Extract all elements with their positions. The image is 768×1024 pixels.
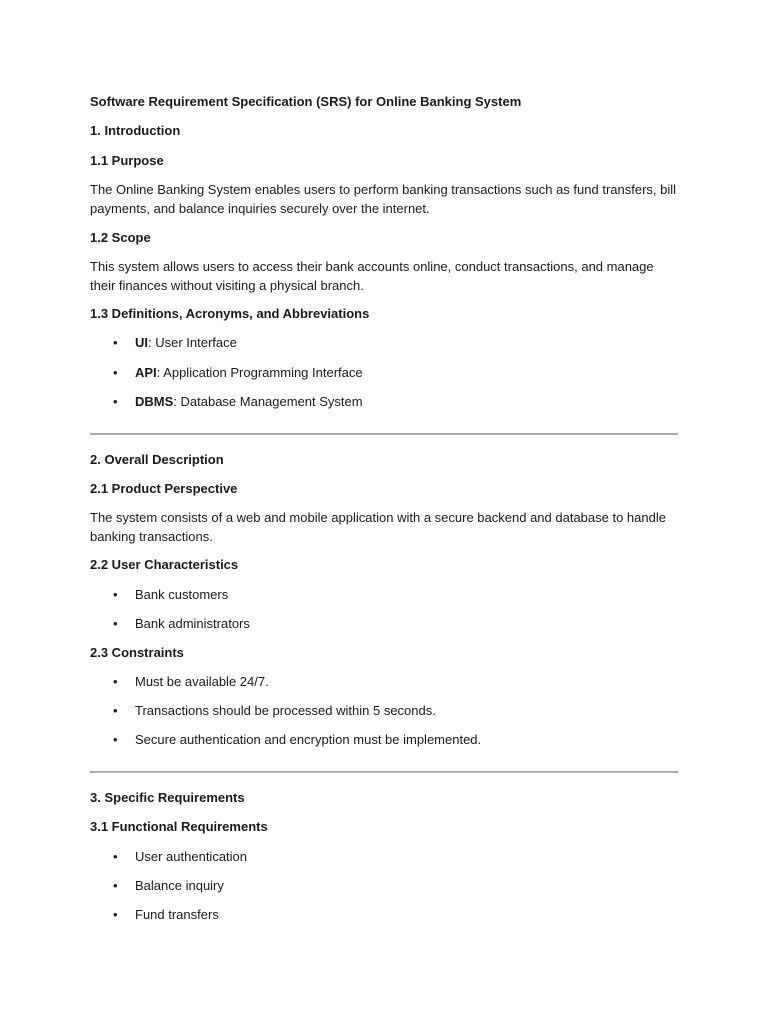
bullet-icon: • — [113, 587, 118, 602]
constraints-heading: 2.3 Constraints — [90, 645, 184, 660]
user-characteristics-heading: 2.2 User Characteristics — [90, 557, 239, 572]
document-title: Software Requirement Specification (SRS) for Online Banking System — [90, 94, 522, 109]
definitions-heading: 1.3 Definitions, Acronyms, and Abbreviations — [90, 306, 370, 321]
bullet-icon: • — [113, 878, 118, 893]
definition-desc: : Database Management System — [173, 394, 363, 409]
section-2-heading: 2. Overall Description — [90, 452, 224, 467]
bullet-icon: • — [113, 703, 118, 718]
definition-desc: : User Interface — [148, 335, 237, 350]
bullet-icon: • — [113, 394, 118, 409]
section-divider — [90, 433, 678, 435]
bullet-icon: • — [113, 674, 118, 689]
perspective-text: The system consists of a web and mobile application with a secure backend and database to handle banking transactions. — [90, 510, 666, 544]
bullet-icon: • — [113, 907, 118, 922]
definition-term: DBMS — [135, 394, 174, 409]
section-divider — [90, 771, 678, 773]
scope-text: This system allows users to access their bank accounts online, conduct transactions, and manage their finances without visiting a physical branch. — [90, 259, 654, 293]
document-page: Software Requirement Specification (SRS) for Online Banking System 1. Introduction 1.1 Purpose The Online Banking System enables users to perform banking transactions such as fund transfers, bill payments, and balance inquiries securely over the internet. 1.2 Scope This system allows users to access their bank accounts online, conduct transactions, and manage their finances without visiting a physical branch. 1.3 Definitions, Acronyms, and Abbreviations • UI: User Interface • API: Application Programming Interface • DBMS: Database Management System 2. Overall Description 2.1 Product Perspective The system consists of a web and mobile application with a secure backend and database to handle banking transactions. 2.2 User Characteristics • Bank customers • Bank administrators 2.3 Constraints • Must be available 24/7. • Transactions should be processed within 5 seconds. • Secure authentication and encryption must be implemented. 3. Specific Requirements 3.1 Functional Requirements • User authentication • Balance inquiry • Fund transfers — [0, 0, 768, 1024]
bullet-icon: • — [113, 616, 118, 631]
section-1-heading: 1. Introduction — [90, 123, 181, 138]
bullet-icon: • — [113, 849, 118, 864]
bullet-icon: • — [113, 365, 118, 380]
functional-requirements-heading: 3.1 Functional Requirements — [90, 819, 268, 834]
definition-term: UI — [135, 335, 148, 350]
scope-heading: 1.2 Scope — [90, 230, 151, 245]
purpose-heading: 1.1 Purpose — [90, 153, 164, 168]
perspective-heading: 2.1 Product Perspective — [90, 481, 238, 496]
definition-term: API — [135, 365, 157, 380]
bullet-icon: • — [113, 732, 118, 747]
purpose-text: The Online Banking System enables users to perform banking transactions such as fund transfers, bill payments, and balance inquiries securely over the internet. — [90, 182, 677, 216]
definition-desc: : Application Programming Interface — [156, 365, 363, 380]
section-3-heading: 3. Specific Requirements — [90, 790, 245, 805]
bullet-icon: • — [113, 335, 118, 350]
